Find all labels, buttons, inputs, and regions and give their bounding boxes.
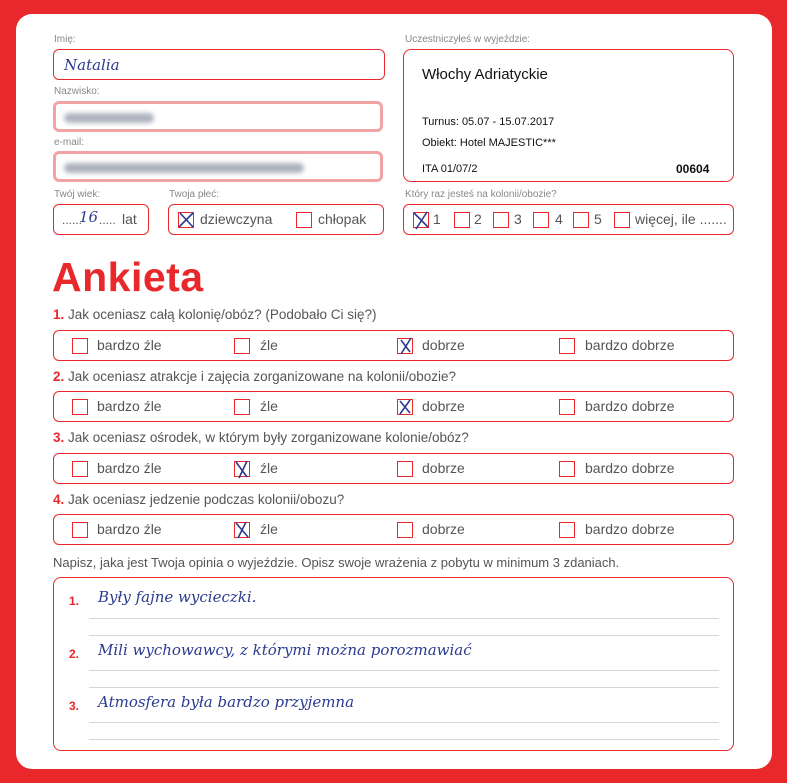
redacted-email <box>64 163 304 173</box>
q1-option-4-label: bardzo dobrze <box>585 337 675 353</box>
opinion-line-2-rule <box>89 670 719 671</box>
question-3-number: 3. <box>53 430 65 445</box>
question-2-number: 2. <box>53 369 65 384</box>
check-mark-icon <box>232 520 252 540</box>
question-2 <box>53 369 456 384</box>
question-4 <box>53 492 344 507</box>
question-4-text: Jak oceniasz jedzenie podczas kolonii/obozu? <box>68 492 345 507</box>
question-1-options <box>53 330 734 361</box>
q1-option-3-label: dobrze <box>422 337 465 353</box>
times-more-label: więcej, ile ....... <box>635 211 727 227</box>
age-dots: ...... <box>62 213 83 227</box>
q4-option-4-label: bardzo dobrze <box>585 521 675 537</box>
times-label: Który raz jesteś na kolonii/obozie? <box>405 189 557 200</box>
q1-option-1-checkbox[interactable] <box>72 338 88 354</box>
opinion-line-2-number: 2. <box>69 647 80 661</box>
times-2-label: 2 <box>474 211 482 227</box>
q4-option-4-checkbox[interactable] <box>559 522 575 538</box>
times-more-checkbox[interactable] <box>614 212 630 228</box>
check-mark-icon <box>232 459 252 479</box>
survey-sheet <box>16 14 772 769</box>
age-label: Twój wiek: <box>54 189 101 200</box>
opinion-rule-2b <box>89 687 719 688</box>
check-mark-icon <box>395 397 415 417</box>
q1-option-1-label: bardzo źle <box>97 337 162 353</box>
question-1 <box>53 307 376 322</box>
check-mark-icon <box>395 336 415 356</box>
q2-option-1-checkbox[interactable] <box>72 399 88 415</box>
question-1-text: Jak oceniasz całą kolonię/obóz? (Podobało Ci się?) <box>68 307 377 322</box>
check-mark-icon <box>411 210 431 230</box>
q2-option-3-checkbox[interactable] <box>397 399 413 415</box>
last-name-field[interactable] <box>53 101 383 132</box>
question-3 <box>53 430 469 445</box>
opinion-rule-3b <box>89 739 719 740</box>
question-2-options <box>53 391 734 422</box>
opinion-prompt: Napisz, jaka jest Twoja opinia o wyjeździe. Opisz swoje wrażenia z pobytu w minimum 3 zdaniach. <box>53 555 620 570</box>
q4-option-3-label: dobrze <box>422 521 465 537</box>
opinion-line-1-text: Były fajne wycieczki. <box>98 588 257 606</box>
trip-number: 00604 <box>676 162 710 176</box>
q1-option-2-label: źle <box>260 337 278 353</box>
email-field[interactable] <box>53 151 383 182</box>
gender-girl-checkbox[interactable] <box>178 212 194 228</box>
first-name-value: Natalia <box>64 56 120 74</box>
opinion-rule-1b <box>89 635 719 636</box>
trip-object: Obiekt: Hotel MAJESTIC*** <box>422 137 556 149</box>
redacted-last-name <box>64 113 154 123</box>
q3-option-3-label: dobrze <box>422 460 465 476</box>
question-3-options <box>53 453 734 484</box>
q4-option-3-checkbox[interactable] <box>397 522 413 538</box>
q3-option-1-checkbox[interactable] <box>72 461 88 477</box>
trip-label: Uczestniczyłeś w wyjeździe: <box>405 34 531 45</box>
question-2-text: Jak oceniasz atrakcje i zajęcia zorganizowane na kolonii/obozie? <box>68 369 457 384</box>
q2-option-2-label: źle <box>260 398 278 414</box>
times-2-checkbox[interactable] <box>454 212 470 228</box>
q4-option-2-label: źle <box>260 521 278 537</box>
opinion-line-3-text: Atmosfera była bardzo przyjemna <box>98 693 355 711</box>
q3-option-2-label: źle <box>260 460 278 476</box>
q2-option-4-checkbox[interactable] <box>559 399 575 415</box>
gender-boy-checkbox[interactable] <box>296 212 312 228</box>
gender-girl-label: dziewczyna <box>200 211 273 227</box>
gender-field <box>168 204 384 235</box>
trip-turnus: Turnus: 05.07 - 15.07.2017 <box>422 116 555 128</box>
q4-option-1-checkbox[interactable] <box>72 522 88 538</box>
times-4-label: 4 <box>555 211 563 227</box>
question-1-number: 1. <box>53 307 65 322</box>
opinion-line-1-rule <box>89 618 719 619</box>
q2-option-4-label: bardzo dobrze <box>585 398 675 414</box>
times-field <box>403 204 734 235</box>
age-dots-trailing: ..... <box>99 213 116 227</box>
opinion-line-3-number: 3. <box>69 699 80 713</box>
q2-option-3-label: dobrze <box>422 398 465 414</box>
opinion-box[interactable] <box>53 577 734 751</box>
times-3-checkbox[interactable] <box>493 212 509 228</box>
times-4-checkbox[interactable] <box>533 212 549 228</box>
times-1-checkbox[interactable] <box>413 212 429 228</box>
age-value: 16 <box>79 208 99 226</box>
q3-option-3-checkbox[interactable] <box>397 461 413 477</box>
q3-option-2-checkbox[interactable] <box>234 461 250 477</box>
times-3-label: 3 <box>514 211 522 227</box>
q4-option-2-checkbox[interactable] <box>234 522 250 538</box>
q3-option-4-checkbox[interactable] <box>559 461 575 477</box>
times-1-label: 1 <box>433 211 441 227</box>
q2-option-1-label: bardzo źle <box>97 398 162 414</box>
age-unit: lat <box>122 211 137 227</box>
opinion-line-3-rule <box>89 722 719 723</box>
trip-code: ITA 01/07/2 <box>422 163 478 175</box>
q3-option-1-label: bardzo źle <box>97 460 162 476</box>
email-label: e-mail: <box>54 137 85 148</box>
q4-option-1-label: bardzo źle <box>97 521 162 537</box>
first-name-label: Imię: <box>54 34 76 45</box>
q1-option-4-checkbox[interactable] <box>559 338 575 354</box>
q1-option-3-checkbox[interactable] <box>397 338 413 354</box>
q1-option-2-checkbox[interactable] <box>234 338 250 354</box>
question-4-number: 4. <box>53 492 65 507</box>
trip-info-box <box>403 49 734 182</box>
gender-label: Twoja płeć: <box>169 189 220 200</box>
survey-title: Ankieta <box>52 254 204 300</box>
age-field[interactable] <box>53 204 149 235</box>
times-5-checkbox[interactable] <box>573 212 589 228</box>
q3-option-4-label: bardzo dobrze <box>585 460 675 476</box>
check-mark-icon <box>176 210 196 230</box>
question-3-text: Jak oceniasz ośrodek, w którym były zorganizowane kolonie/obóz? <box>68 430 469 445</box>
trip-title: Włochy Adriatyckie <box>422 66 548 83</box>
opinion-line-2-text: Mili wychowawcy, z którymi można porozmawiać <box>98 641 472 659</box>
gender-boy-label: chłopak <box>318 211 367 227</box>
last-name-label: Nazwisko: <box>54 86 100 97</box>
q2-option-2-checkbox[interactable] <box>234 399 250 415</box>
times-5-label: 5 <box>594 211 602 227</box>
opinion-line-1-number: 1. <box>69 594 80 608</box>
first-name-field[interactable] <box>53 49 385 80</box>
question-4-options <box>53 514 734 545</box>
